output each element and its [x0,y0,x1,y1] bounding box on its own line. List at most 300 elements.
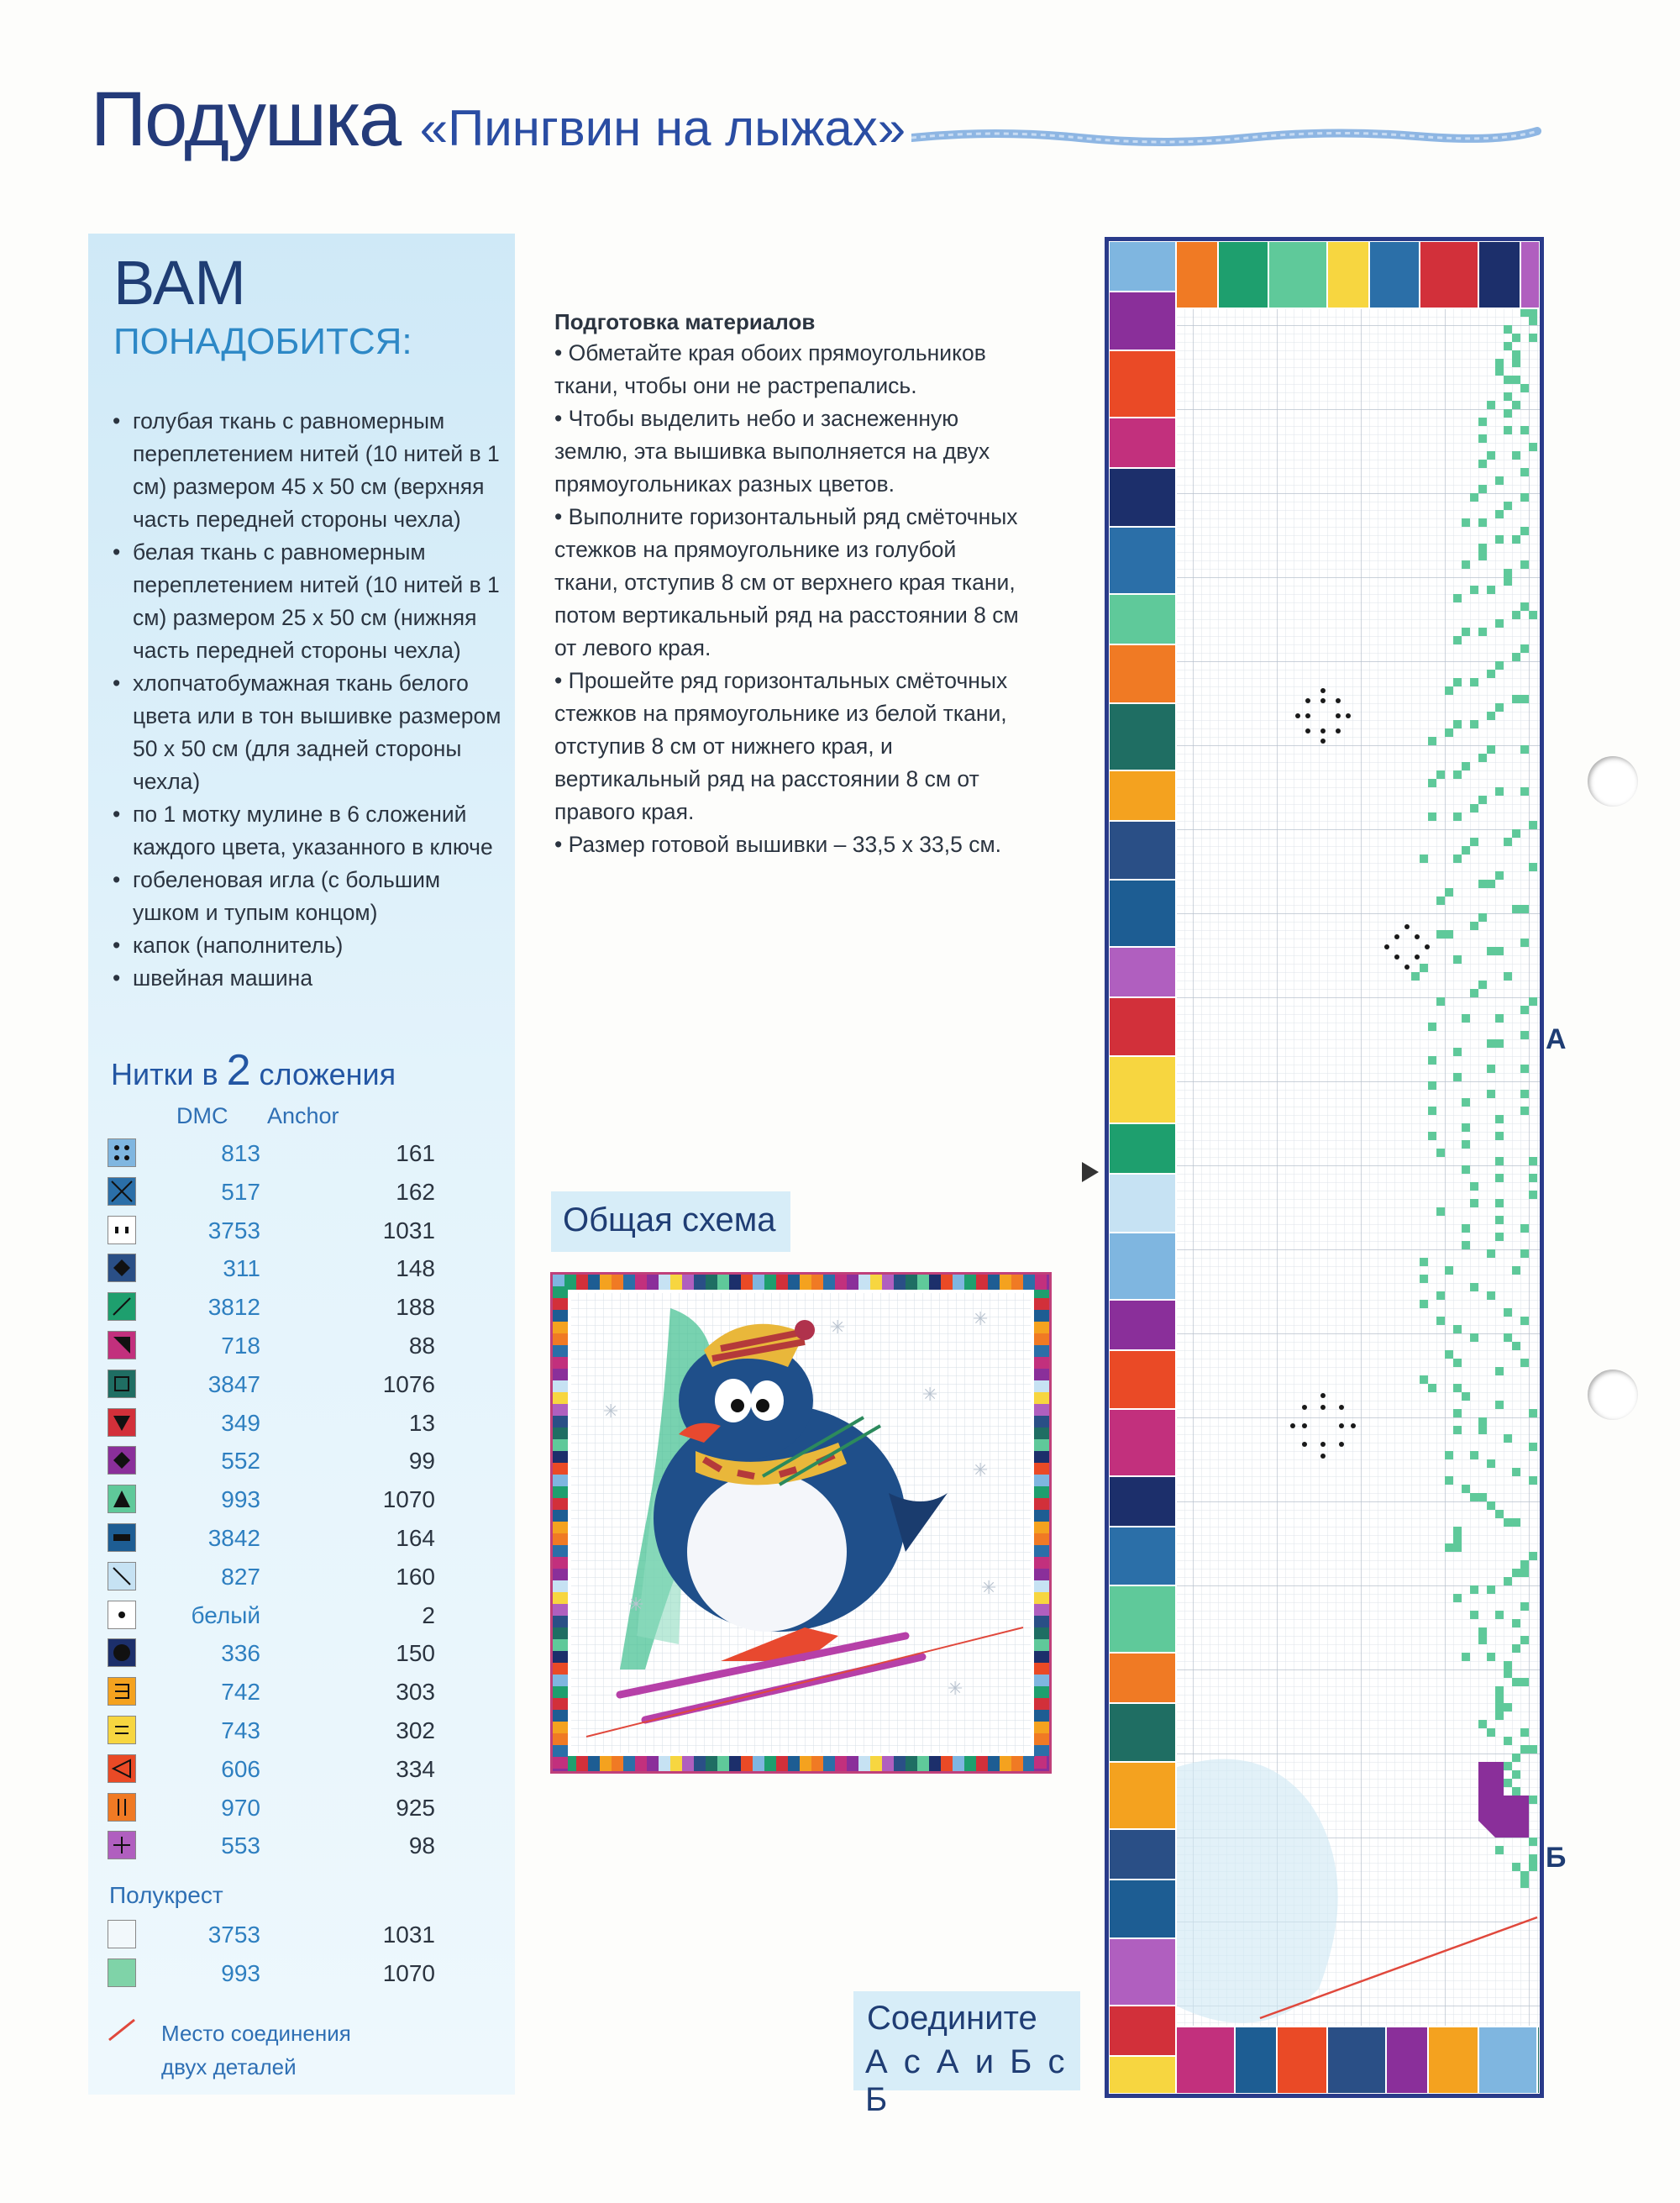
preview-border-block [635,1275,647,1290]
snow-stitch [1495,1174,1504,1182]
preview-border-block [553,1427,568,1439]
snow-stitch [1504,342,1512,350]
snow-stitch [1462,1165,1470,1174]
snow-stitch [1462,846,1470,854]
snow-stitch [1520,745,1529,754]
snow-stitch [1529,1409,1537,1417]
connect-heading: Соедините [867,2000,1037,2037]
snow-stitch [1453,1073,1462,1081]
preview-border-block [647,1756,659,1771]
half-cross-heading: Полукрест [109,1882,223,1908]
border-block [1109,997,1176,1056]
two-dashes-icon [108,1216,136,1244]
border-block [1235,2027,1277,2094]
dmc-number: 349 [221,1409,260,1436]
preview-border-block [835,1756,847,1771]
preview-border-block [906,1756,917,1771]
snow-stitch [1495,1367,1504,1375]
scheme-preview-image [550,1272,1052,1774]
border-block [1218,241,1268,308]
snow-stitch [1504,1737,1512,1745]
thread-key-row [108,1251,435,1285]
preview-border-block [1034,1604,1049,1616]
supplies-list [108,405,502,995]
snow-stitch [1512,1342,1520,1350]
preview-border-block [929,1756,941,1771]
snow-stitch [1512,905,1520,913]
snow-stitch [1478,1720,1487,1728]
snow-stitch [1470,1333,1478,1342]
preview-border-block [988,1275,1000,1290]
snow-stitch [1495,1686,1504,1695]
snow-stitch [1495,619,1504,628]
snow-stitch [1453,1048,1462,1056]
snow-stitch [1520,1560,1529,1569]
preview-border-block [588,1275,600,1290]
snow-stitch [1487,1728,1495,1737]
snow-stitch [1520,527,1529,535]
plus-icon [108,1831,136,1859]
snow-stitch [1462,560,1470,569]
snow-stitch [1428,1132,1436,1140]
title-subtitle: «Пингвин на лыжах» [419,100,906,156]
thread-key-row [108,1367,435,1401]
snow-stitch [1495,661,1504,670]
preview-border-block [553,1533,568,1545]
snow-stitch [1478,628,1487,636]
preview-border-block [706,1275,717,1290]
svg-text:✳: ✳ [628,1595,644,1616]
preview-border-block [764,1756,776,1771]
border-block [1109,1762,1176,1829]
circle-icon [108,1638,136,1667]
preview-border-block [717,1756,729,1771]
thread-key-row [108,1598,435,1632]
border-block [1109,1829,1176,1880]
snow-stitch [1529,1796,1537,1804]
chart-grid [1109,241,1540,2094]
snow-stitch [1453,1325,1462,1333]
border-block [1386,2027,1428,2094]
snow-stitch [1462,1241,1470,1249]
snow-stitch [1520,695,1529,703]
snow-stitch [1445,686,1453,695]
anchor-number: 334 [396,1755,435,1782]
preview-border-block [1034,1380,1049,1392]
preview-border-block [964,1756,976,1771]
preview-border-block [800,1756,811,1771]
preview-border-block [600,1275,612,1290]
snow-stitch [1504,1669,1512,1678]
snow-stitch [1453,1594,1462,1602]
snow-stitch [1428,737,1436,745]
snow-stitch [1495,947,1504,955]
snow-stitch [1529,1191,1537,1199]
preview-border-block [694,1756,706,1771]
snow-stitch [1520,1728,1529,1737]
preview-border-block [623,1275,635,1290]
snow-stitch [1470,1585,1478,1594]
preview-border-block [670,1756,682,1771]
snow-stitch [1512,1863,1520,1871]
preview-border-block [1034,1733,1049,1745]
preview-border-block [882,1275,894,1290]
snow-stitch [1428,812,1436,821]
snow-stitch [1453,854,1462,863]
preview-border-block [858,1756,870,1771]
preview-border-block [941,1275,953,1290]
equals-icon [108,1716,136,1744]
preview-border-block [753,1275,764,1290]
preview-border-block [553,1639,568,1651]
snow-stitch [1487,1459,1495,1468]
preview-border-block [1034,1404,1049,1416]
preview-border-block [1034,1675,1049,1686]
triangle-left-icon [108,1754,136,1783]
preview-border-block [553,1569,568,1580]
snow-stitch [1453,1535,1462,1543]
snow-stitch [1512,653,1520,661]
preview-border-block [917,1756,929,1771]
thread-key-row [108,1482,435,1516]
supply-item: • гобеленовая игла (с большим ушком и тупым концом) [108,864,502,929]
snow-stitch [1420,1300,1428,1308]
border-block [1109,1653,1176,1703]
preview-border-block [1034,1698,1049,1710]
anchor-number: 150 [396,1640,435,1667]
preview-border-block [553,1369,568,1380]
snow-stitch [1520,426,1529,434]
preview-border-block [553,1463,568,1475]
snow-stitch [1420,1258,1428,1266]
preview-border-block [1034,1651,1049,1663]
snow-stitch [1495,1711,1504,1720]
snow-stitch [1436,1291,1445,1300]
svg-text:✳: ✳ [948,1679,963,1700]
supply-item: • по 1 мотку мулине в 6 сложений каждого цвета, указанного в ключе [108,798,502,864]
snow-stitch [1470,720,1478,728]
border-block [1520,241,1540,308]
preview-border-block [800,1275,811,1290]
preview-border-block [635,1756,647,1771]
preview-border-block [894,1275,906,1290]
snow-stitch [1453,720,1462,728]
preview-border-block [659,1275,670,1290]
preview-border-block [1034,1451,1049,1463]
snow-stitch [1495,1199,1504,1207]
preview-border-block [776,1275,788,1290]
preview-border-block [1034,1498,1049,1510]
diamond-icon [108,1446,136,1475]
square-icon [108,1370,136,1398]
snow-stitch [1478,552,1487,560]
snow-stitch [1445,1350,1453,1359]
snow-stitch [1445,1266,1453,1275]
preview-border-block [870,1275,882,1290]
preview-border-block [1034,1569,1049,1580]
preview-border-block [1034,1545,1049,1557]
border-block [1109,770,1176,821]
snow-stitch [1529,821,1537,829]
dmc-number: 3812 [207,1294,260,1321]
svg-text:✳: ✳ [922,1385,938,1406]
snow-stitch [1512,1619,1520,1627]
preview-border-block [823,1275,835,1290]
preview-border-block [1011,1756,1023,1771]
anchor-number: 1031 [382,1217,435,1243]
snow-stitch [1504,1518,1512,1527]
preview-border-block [894,1756,906,1771]
border-block [1109,1938,1176,2006]
dmc-number: 3753 [207,1217,260,1243]
preview-border-block [776,1756,788,1771]
snow-stitch [1428,1107,1436,1115]
preview-border-block [1034,1557,1049,1569]
snow-stitch [1495,535,1504,544]
snow-stitch [1462,1014,1470,1023]
dmc-number: 813 [221,1140,260,1166]
snow-stitch [1470,493,1478,502]
snow-stitch [1512,1266,1520,1275]
snow-stitch [1478,796,1487,804]
snow-stitch [1504,1434,1512,1443]
snow-stitch [1495,1157,1504,1165]
preview-border-block [847,1756,858,1771]
snow-stitch [1495,476,1504,485]
supply-item: • швейная машина [108,962,502,995]
preview-border-block [553,1380,568,1392]
snow-stitch [1462,1653,1470,1661]
snow-stitch [1470,1611,1478,1619]
preview-border-block [553,1627,568,1639]
snow-stitch [1520,1880,1529,1888]
preview-border-block [706,1756,717,1771]
snow-stitch [1436,770,1445,779]
preview-border-block [1023,1756,1035,1771]
border-block [1109,880,1176,947]
preview-border-block [553,1475,568,1486]
snow-stitch [1520,1107,1529,1115]
snow-stitch [1470,1493,1478,1501]
preview-border-block [717,1275,729,1290]
snow-stitch [1529,1552,1537,1560]
supply-item: • голубая ткань с равномерным переплетением нитей (10 нитей в 1 см) размером 45 х 50 см (верхняя часть передней стороны чехла) [108,405,502,536]
preview-border-block [553,1686,568,1698]
border-block [1109,418,1176,468]
anchor-number: 1076 [382,1370,435,1397]
snow-stitch [1529,308,1537,317]
border-block [1109,1585,1176,1653]
preview-border-block [553,1769,568,1771]
preview-border-block [553,1322,568,1333]
column-dmc: DMC [176,1103,228,1128]
threads-heading-pre: Нитки в [111,1057,218,1091]
snow-stitch [1512,535,1520,544]
snow-stitch [1495,1216,1504,1224]
preview-border-block [1034,1580,1049,1592]
snow-stitch [1436,930,1445,939]
snow-stitch [1453,636,1462,644]
snow-stitch [1487,712,1495,720]
preview-border-block [1023,1275,1035,1290]
snow-stitch [1436,1207,1445,1216]
snow-stitch [1495,703,1504,712]
preview-border-block [553,1310,568,1322]
border-block [1109,703,1176,770]
half-cross-row [108,1917,435,1951]
snow-stitch [1520,1249,1529,1258]
snow-stitch [1487,1291,1495,1300]
snow-stitch [1512,350,1520,359]
preparation-section [554,309,1025,861]
dmc-number: 743 [221,1717,260,1743]
anchor-number: 160 [396,1563,435,1590]
preview-border-block [753,1756,764,1771]
connect-value: А с А и Б с Б [865,2043,1068,2118]
dmc-number: белый [191,1601,260,1628]
dmc-number: 742 [221,1679,260,1706]
preparation-item: • Чтобы выделить небо и заснеженную землю, эта вышивка выполняется на двух прямоугольниках разных цветов. [554,402,1025,501]
snow-stitch [1462,518,1470,527]
thread-decoration [911,126,1541,150]
border-block [1109,292,1176,350]
preview-border-block [858,1275,870,1290]
preview-border-block [1034,1475,1049,1486]
dmc-number: 827 [221,1563,260,1590]
threads-heading [111,1046,396,1095]
snow-stitch [1529,1838,1537,1846]
snow-stitch [1462,762,1470,770]
snow-stitch [1453,1359,1462,1367]
preview-border-block [553,1404,568,1416]
preview-border-block [600,1756,612,1771]
snow-stitch [1445,1543,1453,1552]
snow-stitch [1512,695,1520,703]
snow-stitch [1495,1233,1504,1241]
preview-border-block [1034,1722,1049,1733]
preview-border-block [964,1275,976,1290]
threads-heading-post: сложения [259,1057,396,1091]
snow-stitch [1504,577,1512,586]
snow-stitch [1478,1493,1487,1501]
anchor-number: 925 [396,1794,435,1821]
snow-stitch [1487,586,1495,594]
snow-stitch [1512,1787,1520,1796]
snow-stitch [1504,1308,1512,1317]
preview-border-block [870,1756,882,1771]
anchor-number: 1070 [382,1486,435,1513]
snow-stitch [1512,1753,1520,1762]
snow-stitch [1428,1023,1436,1031]
preview-border-block [553,1745,568,1757]
snow-stitch [1495,1039,1504,1048]
snow-stitch [1470,1199,1478,1207]
dmc-number: 552 [221,1448,260,1475]
preparation-list [554,337,1025,861]
scheme-label [551,1191,790,1252]
border-block [1478,241,1520,308]
border-block [1109,1703,1176,1762]
snow-stitch [1512,1468,1520,1476]
snow-stitch [1512,829,1520,838]
double-bar-icon [108,1793,136,1822]
preview-border-block [553,1286,568,1298]
thread-key-row [108,1752,435,1785]
snow-stitch [1529,611,1537,619]
snow-stitch [1520,1602,1529,1611]
snow-stitch [1470,989,1478,997]
snow-stitch [1478,544,1487,552]
snow-stitch [1495,871,1504,880]
preview-border-block [1034,1322,1049,1333]
snow-stitch [1529,863,1537,871]
snow-stitch [1445,888,1453,896]
snow-stitch [1520,1745,1529,1753]
snow-stitch [1470,838,1478,846]
snow-stitch [1462,1140,1470,1149]
snow-stitch [1487,1249,1495,1258]
supply-item: • хлопчатобумажная ткань белого цвета или в тон вышивке размером 50 х 50 см (для задней стороны чехла) [108,667,502,798]
preview-border-block [1034,1616,1049,1627]
dmc-number: 3753 [207,1922,260,1948]
anchor-number: 1031 [382,1922,435,1948]
dmc-number: 336 [221,1640,260,1667]
border-block [1109,1300,1176,1350]
snow-stitch [1411,972,1420,981]
border-block [1176,2027,1235,2094]
preview-border-block [553,1333,568,1345]
snow-stitch [1529,997,1537,1006]
preview-border-block [553,1722,568,1733]
svg-text:✳: ✳ [981,1578,997,1599]
snow-stitch [1504,1577,1512,1585]
snow-stitch [1520,1006,1529,1014]
preview-border-block [1047,1275,1049,1290]
snow-stitch [1420,1375,1428,1384]
preview-border-block [729,1756,741,1771]
snow-stitch [1529,334,1537,342]
preview-border-block [682,1756,694,1771]
anchor-number: 303 [396,1679,435,1706]
triangle-up-icon [108,1485,136,1513]
snow-stitch [1453,678,1462,686]
preview-border-block [553,1498,568,1510]
snow-stitch [1520,308,1529,317]
preview-border-block [588,1756,600,1771]
preview-border-block [553,1663,568,1675]
snow-stitch [1512,451,1520,460]
preview-border-block [1034,1627,1049,1639]
join-legend-line: двух деталей [161,2054,297,2079]
snow-stitch [1428,1081,1436,1090]
anchor-number: 1070 [382,1960,435,1986]
dmc-number: 993 [221,1486,260,1513]
preview-border-block [612,1275,623,1290]
thread-key-row [108,1175,435,1208]
snow-stitch [1487,1039,1495,1048]
border-block [1109,1233,1176,1300]
snow-stitch [1512,376,1520,384]
preview-border-block [553,1757,568,1769]
preview-border-block [741,1275,753,1290]
snow-stitch [1445,1451,1453,1459]
preview-border-block [988,1756,1000,1771]
connect-box [853,1991,1080,2118]
preview-border-block [1034,1533,1049,1545]
snow-stitch [1512,1770,1520,1779]
snow-stitch [1504,1779,1512,1787]
cross-icon [108,1177,136,1206]
